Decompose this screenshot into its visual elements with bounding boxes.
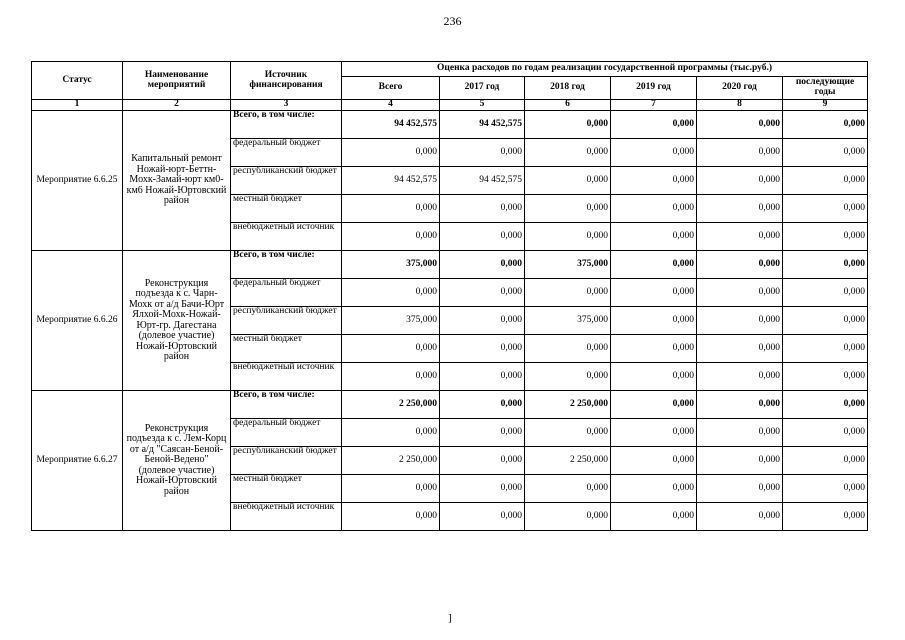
amount-cell: 0,000	[697, 391, 783, 419]
amount-cell: 0,000	[783, 167, 868, 195]
header-source: Источник финансирования	[231, 62, 342, 100]
footer-mark: ]	[448, 612, 452, 624]
amount-cell: 0,000	[342, 363, 440, 391]
amount-cell: 0,000	[611, 307, 697, 335]
amount-cell: 0,000	[611, 391, 697, 419]
amount-cell: 0,000	[611, 195, 697, 223]
header-year-2019: 2019 год	[611, 77, 697, 100]
amount-cell: 0,000	[697, 447, 783, 475]
amount-cell: 0,000	[783, 447, 868, 475]
funding-source: Всего, в том числе:	[231, 391, 342, 419]
amount-cell: 0,000	[342, 475, 440, 503]
amount-cell: 0,000	[342, 503, 440, 531]
amount-cell: 0,000	[440, 139, 525, 167]
amount-cell: 0,000	[611, 251, 697, 279]
table-row	[32, 111, 868, 139]
amount-cell: 0,000	[342, 139, 440, 167]
amount-cell: 2 250,000	[525, 447, 611, 475]
amount-cell: 0,000	[342, 335, 440, 363]
amount-cell: 0,000	[440, 503, 525, 531]
amount-cell: 2 250,000	[525, 391, 611, 419]
column-number: 5	[440, 100, 525, 111]
header-row-top	[32, 62, 868, 77]
amount-cell: 0,000	[783, 307, 868, 335]
amount-cell: 0,000	[783, 419, 868, 447]
budget-table	[31, 61, 868, 531]
column-number: 8	[697, 100, 783, 111]
amount-cell: 0,000	[783, 195, 868, 223]
funding-source: республиканский бюджет	[231, 307, 342, 335]
column-number: 2	[123, 100, 231, 111]
amount-cell: 0,000	[342, 279, 440, 307]
amount-cell: 0,000	[611, 503, 697, 531]
amount-cell: 0,000	[440, 307, 525, 335]
header-year-2020: 2020 год	[697, 77, 783, 100]
page-number: 236	[443, 14, 462, 28]
amount-cell: 0,000	[697, 111, 783, 139]
amount-cell: 0,000	[697, 335, 783, 363]
funding-source: внебюджетный источник	[231, 223, 342, 251]
amount-cell: 0,000	[697, 223, 783, 251]
funding-source: федеральный бюджет	[231, 419, 342, 447]
header-status: Статус	[32, 62, 123, 100]
amount-cell: 0,000	[342, 419, 440, 447]
amount-cell: 0,000	[697, 139, 783, 167]
funding-source: внебюджетный источник	[231, 503, 342, 531]
column-number: 4	[342, 100, 440, 111]
header-year-2017: 2017 год	[440, 77, 525, 100]
funding-source: республиканский бюджет	[231, 447, 342, 475]
amount-cell: 2 250,000	[342, 447, 440, 475]
amount-cell: 0,000	[525, 335, 611, 363]
amount-cell: 0,000	[440, 419, 525, 447]
amount-cell: 0,000	[525, 195, 611, 223]
table-row	[32, 391, 868, 419]
amount-cell: 0,000	[525, 363, 611, 391]
amount-cell: 0,000	[697, 503, 783, 531]
amount-cell: 0,000	[525, 503, 611, 531]
amount-cell: 375,000	[525, 307, 611, 335]
amount-cell: 0,000	[611, 363, 697, 391]
amount-cell: 0,000	[525, 111, 611, 139]
amount-cell: 375,000	[342, 251, 440, 279]
funding-source: федеральный бюджет	[231, 139, 342, 167]
header-row-numbers	[32, 100, 868, 111]
activity-name: Реконструкция подъезда к с. Чарн-Мохк от а/д Бачи-Юрт Ялхой-Мохк-Ножай-Юрт-гр. Дагестана (долевое участие) Ножай-Юртовский район	[123, 251, 231, 391]
column-number: 3	[231, 100, 342, 111]
amount-cell: 2 250,000	[342, 391, 440, 419]
amount-cell: 0,000	[697, 251, 783, 279]
table-row	[32, 251, 868, 279]
funding-source: местный бюджет	[231, 335, 342, 363]
amount-cell: 0,000	[783, 251, 868, 279]
column-number: 6	[525, 100, 611, 111]
activity-status: Мероприятие 6.6.25	[32, 111, 123, 251]
amount-cell: 0,000	[783, 111, 868, 139]
amount-cell: 0,000	[525, 167, 611, 195]
header-year-total: Всего	[342, 77, 440, 100]
amount-cell: 0,000	[440, 447, 525, 475]
amount-cell: 0,000	[525, 475, 611, 503]
amount-cell: 0,000	[783, 139, 868, 167]
amount-cell: 0,000	[440, 223, 525, 251]
amount-cell: 0,000	[783, 335, 868, 363]
column-number: 1	[32, 100, 123, 111]
column-number: 9	[783, 100, 868, 111]
amount-cell: 0,000	[783, 475, 868, 503]
amount-cell: 94 452,575	[342, 111, 440, 139]
amount-cell: 0,000	[611, 139, 697, 167]
amount-cell: 0,000	[611, 279, 697, 307]
amount-cell: 0,000	[440, 251, 525, 279]
amount-cell: 0,000	[697, 363, 783, 391]
amount-cell: 0,000	[697, 167, 783, 195]
amount-cell: 0,000	[440, 279, 525, 307]
amount-cell: 0,000	[440, 363, 525, 391]
header-estimate: Оценка расходов по годам реализации государственной программы (тыс.руб.)	[342, 62, 868, 77]
amount-cell: 0,000	[697, 279, 783, 307]
amount-cell: 0,000	[525, 223, 611, 251]
amount-cell: 0,000	[783, 503, 868, 531]
amount-cell: 0,000	[525, 419, 611, 447]
amount-cell: 375,000	[525, 251, 611, 279]
amount-cell: 0,000	[525, 139, 611, 167]
amount-cell: 0,000	[342, 223, 440, 251]
activity-name: Капитальный ремонт Ножай-юрт-Беттн-Мохк-Замай-юрт км0-км6 Ножай-Юртовский район	[123, 111, 231, 251]
amount-cell: 375,000	[342, 307, 440, 335]
amount-cell: 0,000	[440, 195, 525, 223]
funding-source: местный бюджет	[231, 195, 342, 223]
header-year-2018: 2018 год	[525, 77, 611, 100]
amount-cell: 0,000	[611, 223, 697, 251]
activity-name: Реконструкция подъезда к с. Лем-Корц от а/д "Саясан-Беной-Беной-Ведено" (долевое участие) Ножай-Юртовский район	[123, 391, 231, 531]
amount-cell: 0,000	[611, 167, 697, 195]
activity-status: Мероприятие 6.6.26	[32, 251, 123, 391]
funding-source: внебюджетный источник	[231, 363, 342, 391]
amount-cell: 0,000	[697, 419, 783, 447]
amount-cell: 0,000	[783, 279, 868, 307]
header-year-later: последующие годы	[783, 77, 868, 100]
amount-cell: 0,000	[611, 111, 697, 139]
amount-cell: 0,000	[783, 391, 868, 419]
amount-cell: 0,000	[525, 279, 611, 307]
activity-status: Мероприятие 6.6.27	[32, 391, 123, 531]
amount-cell: 94 452,575	[440, 167, 525, 195]
amount-cell: 0,000	[697, 475, 783, 503]
amount-cell: 0,000	[611, 475, 697, 503]
header-name: Наименование мероприятий	[123, 62, 231, 100]
amount-cell: 0,000	[611, 419, 697, 447]
amount-cell: 0,000	[611, 335, 697, 363]
funding-source: федеральный бюджет	[231, 279, 342, 307]
funding-source: республиканский бюджет	[231, 167, 342, 195]
funding-source: Всего, в том числе:	[231, 111, 342, 139]
amount-cell: 0,000	[783, 363, 868, 391]
amount-cell: 94 452,575	[342, 167, 440, 195]
amount-cell: 0,000	[697, 195, 783, 223]
funding-source: местный бюджет	[231, 475, 342, 503]
amount-cell: 0,000	[697, 307, 783, 335]
funding-source: Всего, в том числе:	[231, 251, 342, 279]
amount-cell: 94 452,575	[440, 111, 525, 139]
amount-cell: 0,000	[342, 195, 440, 223]
amount-cell: 0,000	[783, 223, 868, 251]
amount-cell: 0,000	[440, 335, 525, 363]
amount-cell: 0,000	[611, 447, 697, 475]
column-number: 7	[611, 100, 697, 111]
amount-cell: 0,000	[440, 475, 525, 503]
amount-cell: 0,000	[440, 391, 525, 419]
